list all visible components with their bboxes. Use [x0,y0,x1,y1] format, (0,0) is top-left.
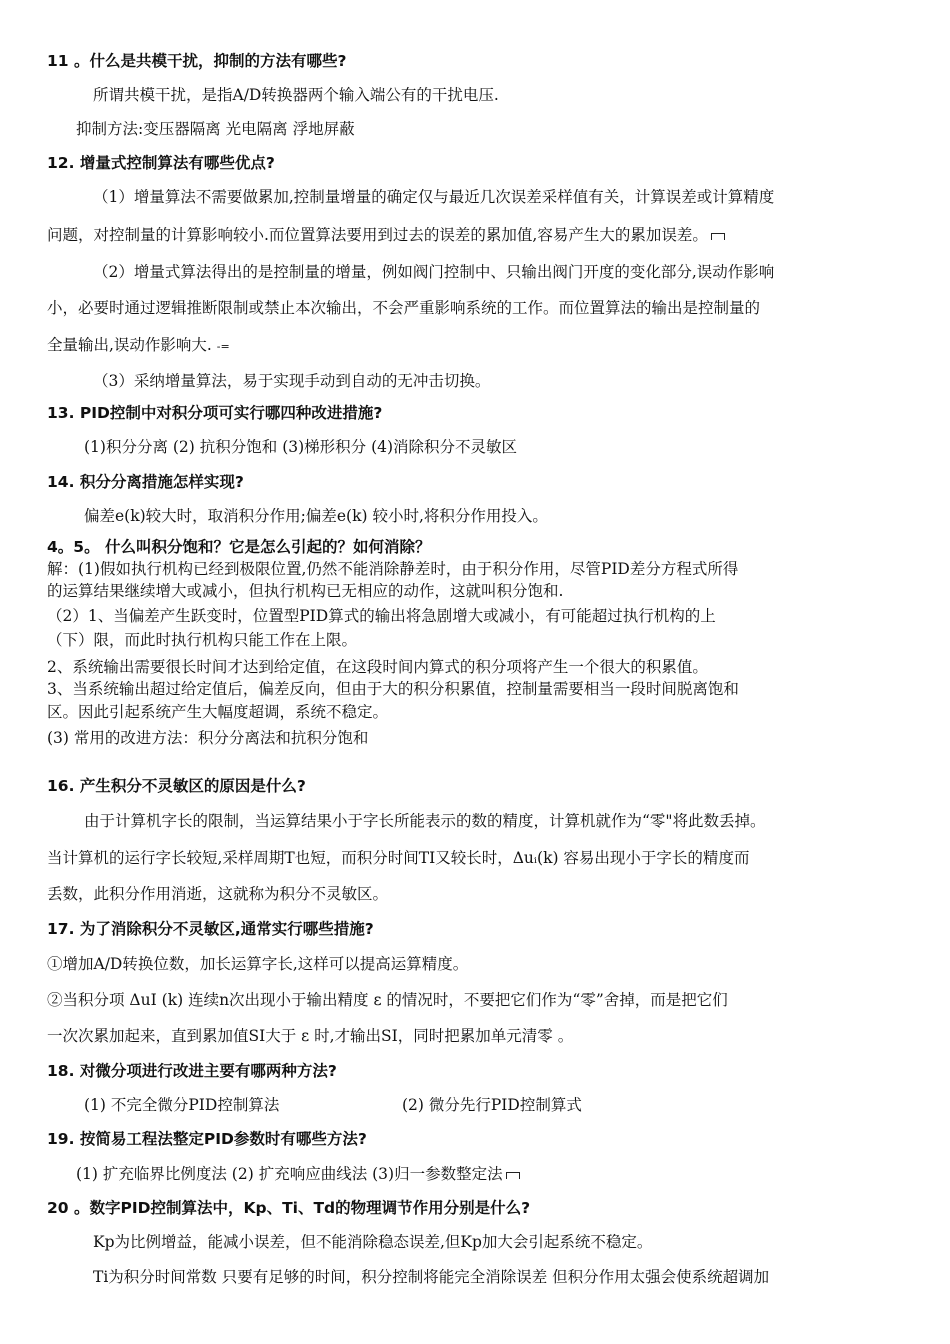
q45-line1: 解：(1)假如执行机构已经到极限位置,仍然不能消除静差时，由于积分作用，尽管PID差分方程式所得 [47,560,739,578]
q14-answer: 偏差e(k)较大时，取消积分作用;偏差e(k) 较小时,将积分作用投入。 [84,507,548,525]
q20-title: 20 。数字PID控制算法中，Kp、Ti、Td的物理调节作用分别是什么? [47,1199,531,1217]
q17-line1: ①增加A/D转换位数，加长运算字长,这样可以提高运算精度。 [47,955,469,973]
q13-title: 13. PID控制中对积分项可实行哪四种改进措施? [47,404,383,422]
q17-line3: 一次次累加起来，直到累加值SI大于 ε 时,才输出SI，同时把累加单元清零 。 [47,1027,574,1045]
q11-answer-methods: 抑制方法:变压器隔离 光电隔离 浮地屏蔽 [76,120,355,138]
q45-title: 4。5。 什么叫积分饱和？它是怎么引起的？如何消除？ [47,538,431,556]
q45-line7: 区。因此引起系统产生大幅度超调，系统不稳定。 [47,703,389,721]
q17-line2: ②当积分项 ΔuI (k) 连续n次出现小于输出精度 ε 的情况时，不要把它们作为“零”舍掉，而是把它们 [47,991,728,1009]
q17-title: 17. 为了消除积分不灵敏区,通常实行哪些措施? [47,920,374,938]
q12-point2-line3-wrap [47,334,230,358]
q45-line8: (3) 常用的改进方法：积分分离法和抗积分饱和 [47,729,369,747]
q16-line2: 当计算机的运行字长较短,采样周期T也短，而积分时间TI又较长时，Δuᵢ(k) 容易出现小于字长的精度而 [47,849,750,867]
q16-title: 16. 产生积分不灵敏区的原因是什么? [47,777,306,795]
q12-point1-line1: （1）增量算法不需要做累加,控制量增量的确定仅与最近几次误差采样值有关，计算误差或计算精度 [93,188,775,206]
q18-title: 18. 对微分项进行改进主要有哪两种方法? [47,1062,337,1080]
q19-answer: (1) 扩充临界比例度法 (2) 扩充响应曲线法 (3)归一参数整定法 [76,1165,503,1183]
q19-answer-wrap [76,1163,520,1185]
q12-point3: （3）采纳增量算法，易于实现手动到自动的无冲击切换。 [93,372,491,390]
q45-line4: （下）限，而此时执行机构只能工作在上限。 [47,631,358,649]
q16-line3: 丢数，此积分作用消逝，这就称为积分不灵敏区。 [47,885,389,903]
q13-answer: (1)积分分离 (2) 抗积分饱和 (3)梯形积分 (4)消除积分不灵敏区 [84,438,518,456]
q18-method1: (1) 不完全微分PID控制算法 [84,1096,280,1114]
q12-point2-mark: -= [216,340,230,353]
q12-point1-line2-wrap [47,224,725,246]
q19-title: 19. 按简易工程法整定PID参数时有哪些方法? [47,1130,367,1148]
q12-point1-line2: 问题，对控制量的计算影响较小.而位置算法要用到过去的误差的累加值,容易产生大的累加误差。 [47,226,708,244]
q12-title: 12. 增量式控制算法有哪些优点? [47,154,275,172]
q12-point2-line3: 全量输出,误动作影响大. [47,336,212,354]
q12-point2-line1: （2）增量式算法得出的是控制量的增量，例如阀门控制中、只输出阀门开度的变化部分,误动作影响 [93,263,775,281]
q45-line5: 2、系统输出需要很长时间才达到给定值，在这段时间内算式的积分项将产生一个很大的积累值。 [47,658,708,676]
q20-line2: Ti为积分时间常数 只要有足够的时间，积分控制将能完全消除误差 但积分作用太强会使系统超调加 [93,1268,770,1286]
q12-point2-line2: 小，必要时通过逻辑推断限制或禁止本次输出，不会严重影响系统的工作。而位置算法的输出是控制量的 [47,299,761,317]
q18-method2: (2) 微分先行PID控制算式 [402,1096,582,1114]
q11-title: 11 。什么是共模干扰，抑制的方法有哪些? [47,52,347,70]
q20-line1: Kp为比例增益，能减小误差，但不能消除稳态误差,但Kp加大会引起系统不稳定。 [93,1233,653,1251]
q11-answer-definition: 所谓共模干扰，是指A/D转换器两个输入端公有的干扰电压. [93,86,499,104]
q45-line2: 的运算结果继续增大或减小，但执行机构已无相应的动作，这就叫积分饱和. [47,582,564,600]
bracket-mark-icon [711,233,725,240]
q16-line1: 由于计算机字长的限制，当运算结果小于字长所能表示的数的精度，计算机就作为“零"将此数丢掉。 [84,812,766,830]
q45-line3: （2）1、当偏差产生跃变时，位置型PID算式的输出将急剧增大或减小，有可能超过执行机构的上 [47,607,716,625]
q14-title: 14. 积分分离措施怎样实现? [47,473,244,491]
bracket-mark-icon [506,1172,520,1179]
q45-line6: 3、当系统输出超过给定值后，偏差反向，但由于大的积分积累值，控制量需要相当一段时间脱离饱和 [47,680,739,698]
